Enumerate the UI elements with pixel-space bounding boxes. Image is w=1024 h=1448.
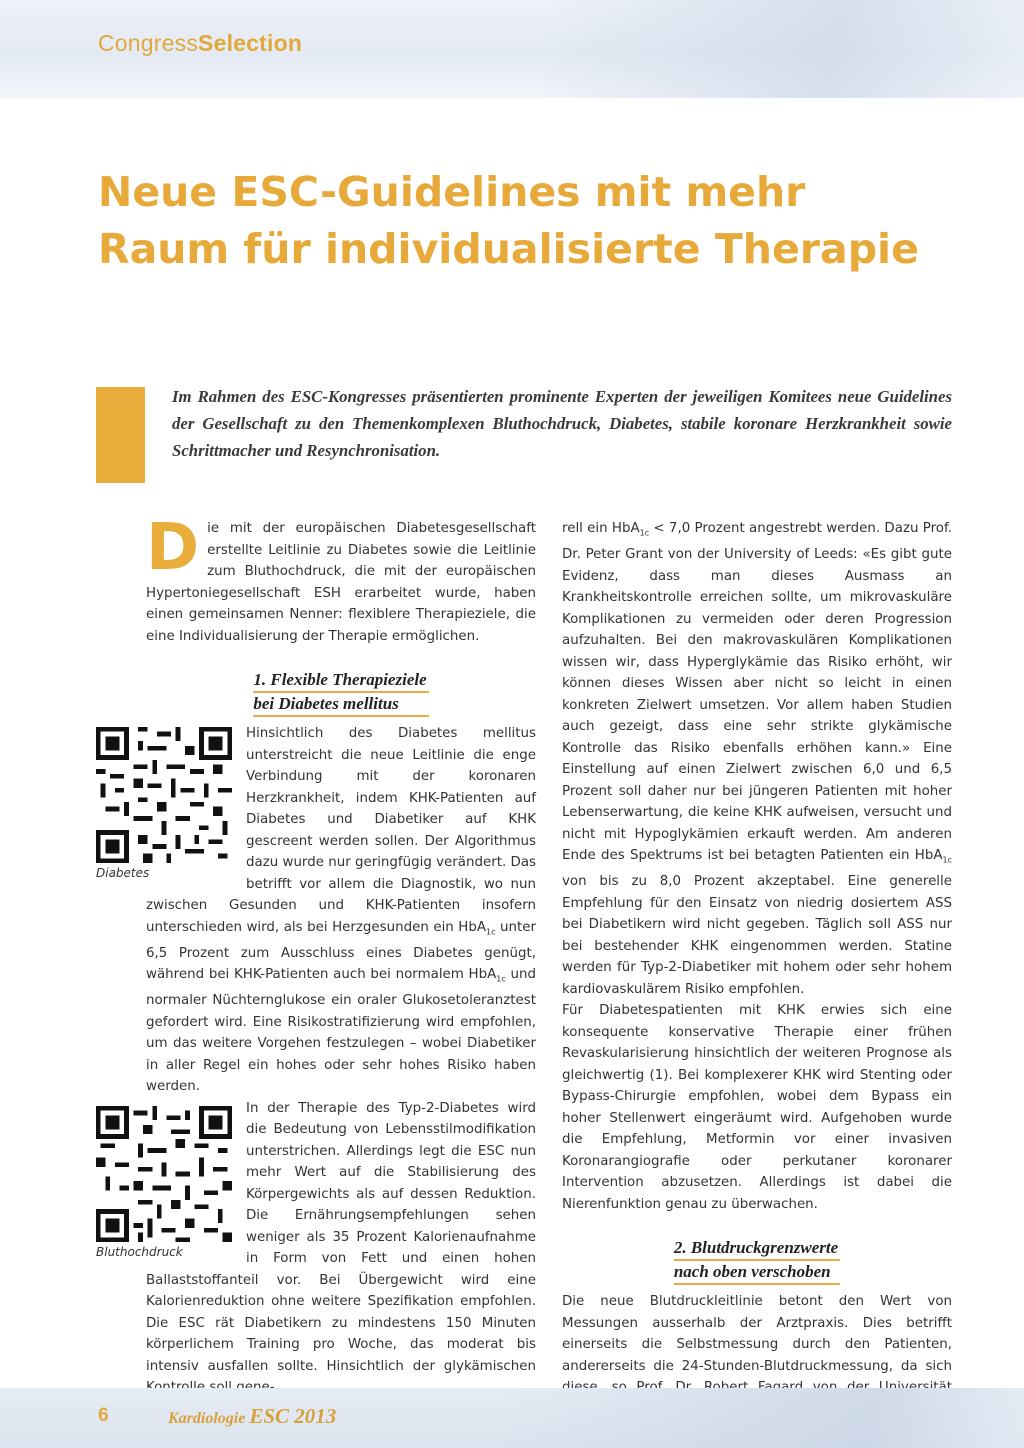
right-para1-a: rell ein HbA (562, 521, 640, 536)
section-2-heading-line-1: 2. Blutdruckgrenzwerte (674, 1237, 840, 1261)
khk-paragraph: Für Diabetespatienten mit KHK erwies sich eine konsequente konservative Therapie einer frühen Revaskularisierung hinsichtlich der weiteren Prognose als gleichwertig (1). Bei komplexerer KHK wird Stenting oder Bypass-Chirurgie empfohlen, wobei dem Bypass ein hoher Stellenwert eingeräumt wird. Aufgehoben wurde die Empfehlung, Metformin vor einer invasiven Koronarangiografie oder perkutaner koronarer Intervention abzusetzen. Allerdings ist dabei die Nierenfunktion genau zu überwachen. (562, 1003, 952, 1212)
right-para1-b: < 7,0 Prozent angestrebt werden. Dazu Prof. Dr. Peter Grant von der University of Leeds: «Es gibt gute Evidenz, dass man dieses Ausmass an Krankheitskontrolle erreichen sollte, um mikrovaskuläre Komplikationen zu vermeiden oder deren Progression aufzuhalten. Bei den makrovaskulären Komplikationen wissen wir, dass Hyperglykämie das Risiko erhöht, wir können dieses Wissen aber nicht so leicht in einen konkreten Zielwert umsetzen. Vor allem haben Studien auch gezeigt, dass eine sehr strikte glykämische Kontrolle das Risiko ebenfalls erhöhen kann.» Eine Einstellung auf einen Zielwert zwischen 6,0 und 6,5 Prozent soll daher nur bei jüngeren Patienten mit hoher Lebenserwartung, die keine KHK aufweisen, versucht und nicht mit Hypoglykämien erkauft werden. Am anderen Ende des Spektrums ist bei betagten Patienten ein HbA (562, 521, 952, 864)
para1-mid-text: unter 6,5 Prozent zum Ausschluss eines Diabetes genügt, während bei KHK-Patienten auch bei normalem HbA (146, 919, 536, 983)
qr-code-icon (96, 727, 232, 863)
journal-issue: ESC 2013 (249, 1404, 337, 1428)
section-2-heading (674, 1237, 840, 1285)
brand-light: Congress (98, 30, 199, 56)
type2-diabetes-paragraph (96, 1098, 536, 1399)
footer-band (0, 1388, 1024, 1448)
journal-name: Kardiologie (168, 1410, 246, 1427)
section-1-heading-line-1: 1. Flexible Therapieziele (253, 669, 428, 693)
dropcap: D (146, 511, 200, 585)
left-column (96, 511, 537, 1399)
para1-end-text: und normaler Nüchternglukose ein oraler Glukosetoleranztest gefordert wird. Eine Risikostratifizierung wird empfohlen, um das weitere Vorgehen festzulegen – wobei Diabetiker in aller Regel ein hohes oder sehr hohes Risiko haben werden. (146, 967, 537, 1095)
hba1c-subscript: 1c (496, 974, 506, 984)
lead-accent-bar (96, 387, 145, 483)
qr-caption-diabetes: Diabetes (96, 866, 150, 880)
article-lead: Im Rahmen des ESC-Kongresses präsentierten prominente Experten der jeweiligen Komitees neue Guidelines der Gesellschaft zu den Themenkomplexen Bluthochdruck, Diabetes, stabile koronare Herzkrankheit sowie Schrittmacher und Resynchronisation. (172, 387, 952, 460)
qr-code-diabetes[interactable] (96, 727, 236, 885)
qr-code-bluthochdruck[interactable] (96, 1106, 236, 1264)
publication-brand (98, 30, 302, 57)
intro-text: ie mit der europäischen Diabetesgesellschaft erstellte Leitlinie zu Diabetes sowie die Leitlinie zum Bluthochdruck, die mit der europäischen Hypertoniegesellschaft ESH erarbeitet wurde, haben einen gemeinsamen Nenner: flexiblere Therapieziele, die eine Individualisierung der Therapie ermöglichen. (146, 521, 536, 644)
title-line-1: Neue ESC-Guidelines mit mehr (98, 168, 806, 216)
qr-caption-bluthochdruck: Bluthochdruck (96, 1244, 183, 1259)
hba1c-subscript: 1c (942, 855, 952, 865)
section-1-heading-line-2: bei Diabetes mellitus (253, 693, 428, 717)
hba1c-subscript: 1c (639, 528, 650, 538)
para1-lead-text: Hinsichtlich des Diabetes mellitus unterstreicht die neue Leitlinie die enge Verbindung mit der koronaren Herzkrankheit, indem KHK-Patienten auf Diabetes und Diabetiker auf KHK gescreent werden sollen. Der Algorithmus dazu wurde nur geringfügig verändert. Das betrifft vor allem die Diagnostik, wo nun zwischen Gesunden und KHK-Patienten insofern unterschieden wird, als bei Herzgesunden ein HbA (146, 726, 536, 935)
blood-pressure-paragraph: Die neue Blutdruckleitlinie betont den Wert von Messungen ausserhalb der Arztpraxis. Dies betrifft einerseits die Selbstmessung durch den Patienten, andererseits die 24-Stunden-Blutdruckmessung, da sich (562, 1294, 952, 1374)
article-title (98, 164, 978, 278)
para2-text: In der Therapie des Typ-2-Diabetes wird die Bedeutung von Lebensstilmodifikation unterstrichen. Allerdings legt die ESC nun mehr Wert auf die Stabilisierung des Körpergewichts als auf dessen Reduktion. Die Ernährungsempfehlungen sehen weniger als 35 Prozent Kalorienaufnahme in Form von Fett und einen hohen Ballaststoffanteil vor. Bei Übergewicht wird eine Kalorienreduktion ohne weitere Spezifikation empfohlen. Die ESC rät Diabetikern zu mindestens 150 Minuten körperlichem Training pro Woche, das moderat bis intensiv ausfallen sollte. Hinsichtlich der glykämischen (146, 1100, 536, 1374)
qr-code-icon (96, 1106, 232, 1242)
brand-bold: Selection (198, 30, 303, 56)
glycemic-control-paragraph (562, 518, 952, 1000)
right-column (562, 518, 952, 1442)
title-line-2: Raum für individualisierte Therapie (98, 225, 919, 273)
right-para1-c: von bis zu 8,0 Prozent akzeptabel. Eine generelle Empfehlung für den Einsatz von niedrig dosiertem ASS bei Diabetikern wird nicht gegeben. Täglich soll ASS nur bei bestehender KHK eingenommen werden. Statine werden für Typ-2-Diabetiker mit hohem oder sehr hohem kardiovaskulärem Risiko empfohlen. (562, 874, 952, 997)
intro-paragraph (146, 511, 536, 647)
hba1c-subscript: 1c (486, 927, 496, 937)
section-2-heading-line-2: nach oben verschoben (674, 1261, 840, 1285)
diabetes-paragraph (96, 723, 537, 1098)
section-1-heading (253, 669, 428, 717)
page-number: 6 (98, 1405, 109, 1426)
journal-title (168, 1404, 336, 1429)
